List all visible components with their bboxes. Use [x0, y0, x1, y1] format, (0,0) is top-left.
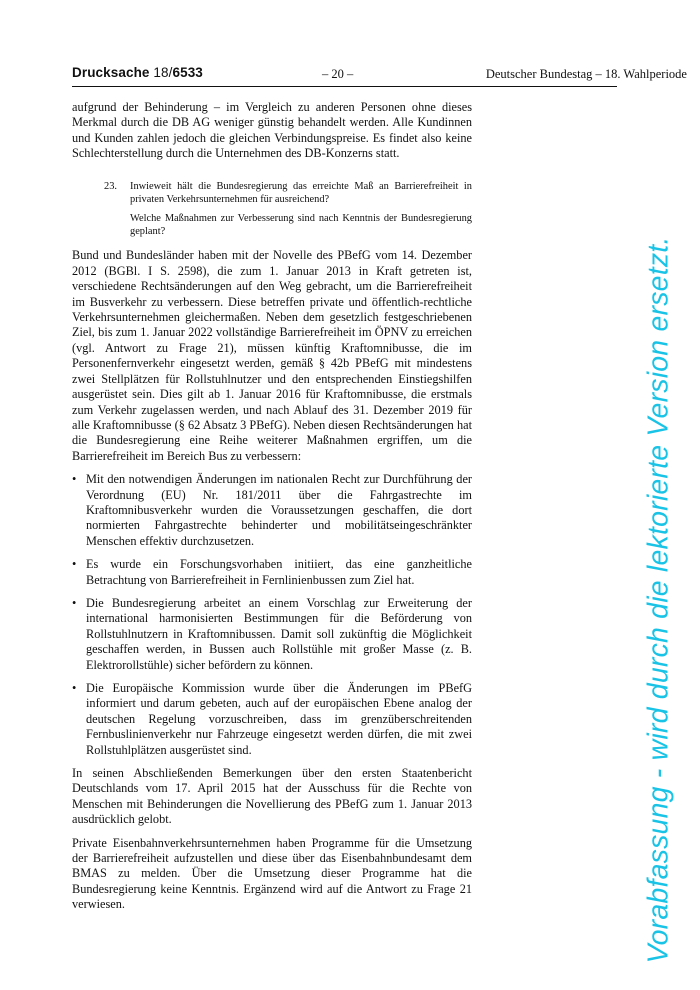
institution-label: Deutscher Bundestag – 18. Wahlperiode	[485, 67, 687, 81]
question-text-2: Welche Maßnahmen zur Verbesserung sind nach Kenntnis der Bundesregierung geplant?	[130, 213, 472, 238]
list-item	[72, 557, 472, 588]
answer-paragraph-1: Bund und Bundesländer haben mit der Novelle des PBefG vom 14. Dezember 2012 (BGBl. I S. 2598), die zum 1. Januar 2013 in Kraft getreten ist, verschiedene Rechtsänderungen auf den Weg gebracht, um die Barrierefreiheit im Busverkehr zu verbessern. Diese betreffen private und öffentlich-rechtliche Verkehrsunternehmen gleichermaßen. Neben dem gesetzlich festgeschriebenen Ziel, bis zum 1. Januar 2022 vollständige Barrierefreiheit im ÖPNV zu erreichen (vgl. Antwort zu Frage 21), müssen künftig Kraftomnibusse, die im Personenfernverkehr eingesetzt werden, gemäß § 42b PBefG mit mindestens zwei Stellplätzen für Rollstuhlnutzer und den entsprechenden Einstiegshilfen ausgerüstet sein. Dies gilt ab 1. Januar 2016 für Kraftomnibusse, die erstmals zum Verkehr zugelassen werden, und nach Ablauf des 31. Dezember 2019 für alle Kraftomnibusse (§ 62 Absatz 3 PBefG). Neben diesen Rechtsänderungen hat die Bundesregierung eine Reihe weiterer Maßnahmen ergriffen, um die Barrierefreiheit im Bereich Bus zu verbessern:	[72, 248, 472, 463]
list-item	[72, 681, 472, 758]
document-number	[153, 65, 203, 80]
measures-list	[72, 472, 472, 758]
document-number-bold: 6533	[172, 65, 203, 80]
draft-watermark: Vorabfassung - wird durch die lektorierte Version ersetzt.	[642, 236, 675, 964]
answer-paragraph-3: Private Eisenbahnverkehrsunternehmen haben Programme für die Umsetzung der Barrierefreiheit aufzustellen und diese über das Eisenbahnbundesamt dem BMAS zu melden. Über die Umsetzung dieser Programme hat die Bundesregierung keine Kenntnis. Ergänzend wird auf die Antwort zu Frage 21 verwiesen.	[72, 835, 472, 912]
question-number: 23.	[104, 180, 117, 192]
page-number: – 20 –	[322, 67, 354, 81]
document-label: Drucksache	[72, 65, 150, 80]
page-header	[72, 64, 687, 87]
list-item-text: Es wurde ein Forschungsvorhaben initiiert, das eine ganzheitliche Betrachtung von Barrierefreiheit in Fernlinienbussen zum Ziel hat.	[86, 557, 472, 587]
list-item	[72, 596, 472, 673]
bullet-icon: •	[72, 472, 77, 487]
list-item-text: Die Europäische Kommission wurde über die Änderungen im PBefG informiert und darum gebeten, auch auf der europäischen Ebene analog der deutschen Regelung vorzuschreiben, dass im grenzüberschreitenden Fernbuslinienverkehr nur Fahrzeuge eingesetzt werden dürfen, die mit zwei Rollstuhlplätzen ausgerüstet sind.	[86, 681, 472, 757]
list-item	[72, 472, 472, 549]
bullet-icon: •	[72, 681, 77, 695]
list-item-text: Die Bundesregierung arbeitet an einem Vorschlag zur Erweiterung der international harmonisierten Bestimmungen für die Beförderung von Rollstuhlnutzern in Kraftomnibussen. Damit soll zukünftig die Möglichkeit geschaffen werden, in Bussen auch Rollstühle mit großer Masse (z. B. Elektrorollstühle) sicher befördern zu können.	[86, 595, 472, 672]
page-body	[72, 100, 472, 921]
document-number-prefix: 18/	[153, 65, 173, 80]
bullet-icon: •	[72, 557, 77, 572]
list-item-text: Mit den notwendigen Änderungen im nationalen Recht zur Durchführung der Verordnung (EU) Nr. 181/2011 über die Fahrgastrechte im Kraftomnibusverkehr wurden die Voraussetzungen geschaffen, die dort normierten Fahrgastrechte behinderter und mobilitätseingeschränkter Menschen effektiv durchzusetzen.	[86, 472, 472, 548]
bullet-icon: •	[72, 595, 77, 610]
question-text-1: Inwieweit hält die Bundesregierung das erreichte Maß an Barrierefreiheit in privaten Verkehrsunternehmen für ausreichend?	[130, 180, 472, 205]
intro-paragraph: aufgrund der Behinderung – im Vergleich zu anderen Personen ohne dieses Merkmal durch die DB AG weniger günstig behandelt werden. Alle Kundinnen und Kunden zahlen jedoch die gleichen Verbindungspreise. Es findet also keine Schlechterstellung durch die Unternehmen des DB-Konzerns statt.	[72, 100, 472, 161]
question-block	[72, 180, 472, 239]
answer-paragraph-2: In seinen Abschließenden Bemerkungen über den ersten Staatenbericht Deutschlands vom 17. April 2015 hat der Ausschuss für die Rechte von Menschen mit Behinderungen die Novellierung des PBefG zum 1. Januar 2013 ausdrücklich gelobt.	[72, 766, 472, 827]
header-rule	[72, 86, 617, 87]
document-id	[72, 65, 203, 80]
